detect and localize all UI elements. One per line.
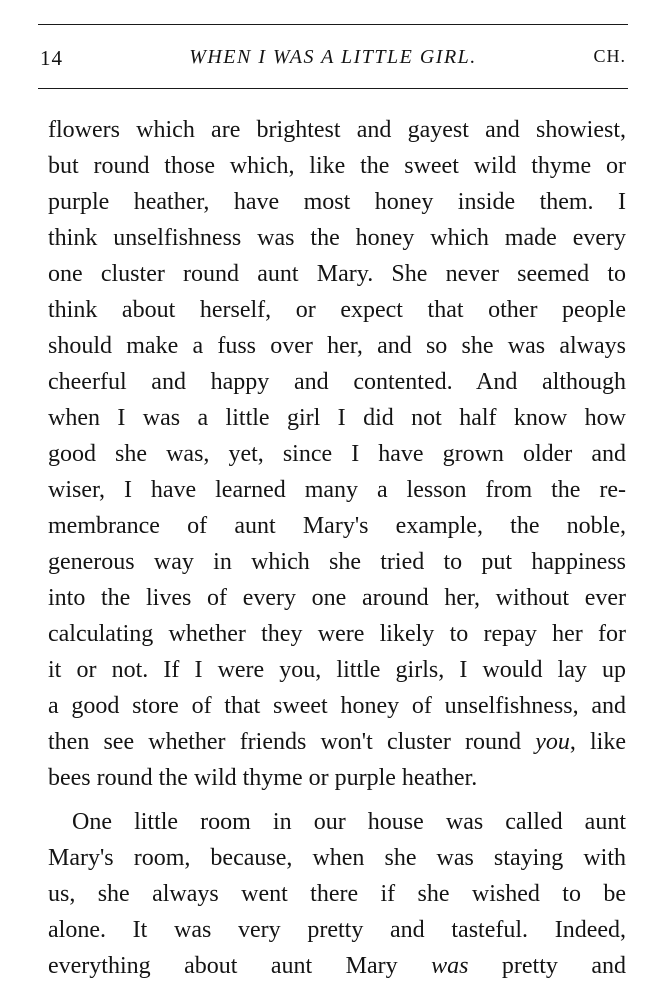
page-number: 14 xyxy=(40,46,63,70)
header-rule xyxy=(38,88,628,89)
text-line: generous way in which she tried to put happiness xyxy=(48,549,626,575)
running-title: WHEN I WAS A LITTLE GIRL. xyxy=(189,46,477,68)
top-rule xyxy=(38,24,628,25)
text-line: should make a fuss over her, and so she was always xyxy=(48,333,626,359)
text-line: cheerful and happy and contented. And although xyxy=(48,369,626,395)
text-line: calculating whether they were likely to repay her for xyxy=(48,621,626,647)
text-line: flowers which are brightest and gayest and showiest, xyxy=(48,117,626,143)
text-segment: , like xyxy=(569,729,626,755)
text-line: purple heather, have most honey inside them. I xyxy=(48,189,626,215)
text-line: us, she always went there if she wished to be xyxy=(48,881,626,907)
running-header xyxy=(38,46,628,76)
text-line: membrance of aunt Mary's example, the noble, xyxy=(48,513,626,539)
text-line: think about herself, or expect that other people xyxy=(48,297,626,323)
text-line: think unselfishness was the honey which made every xyxy=(48,225,626,251)
text-line: wiser, I have learned many a lesson from the re- xyxy=(48,477,626,503)
text-segment: everything about aunt Mary xyxy=(48,953,432,979)
italic-word: you xyxy=(535,729,570,755)
text-line: one cluster round aunt Mary. She never seemed to xyxy=(48,261,626,287)
text-line: it or not. If I were you, little girls, I would lay up xyxy=(48,657,626,683)
text-line: a good store of that sweet honey of unselfishness, and xyxy=(48,693,626,719)
text-line: into the lives of every one around her, without ever xyxy=(48,585,626,611)
chapter-abbreviation: CH. xyxy=(593,46,626,66)
text-line: alone. It was very pretty and tasteful. Indeed, xyxy=(48,917,626,943)
text-line xyxy=(48,948,626,984)
text-line: but round those which, like the sweet wild thyme or xyxy=(48,153,626,179)
text-line: Mary's room, because, when she was staying with xyxy=(48,845,626,871)
text-segment: pretty and xyxy=(468,953,626,979)
text-line: bees round the wild thyme or purple heather. xyxy=(48,765,478,791)
text-line: One little room in our house was called aunt xyxy=(72,809,626,835)
text-line xyxy=(48,724,626,760)
text-segment: then see whether friends won't cluster round xyxy=(48,729,536,755)
text-line: when I was a little girl I did not half know how xyxy=(48,405,626,431)
text-line: good she was, yet, since I have grown older and xyxy=(48,441,626,467)
italic-word: was xyxy=(431,953,469,979)
